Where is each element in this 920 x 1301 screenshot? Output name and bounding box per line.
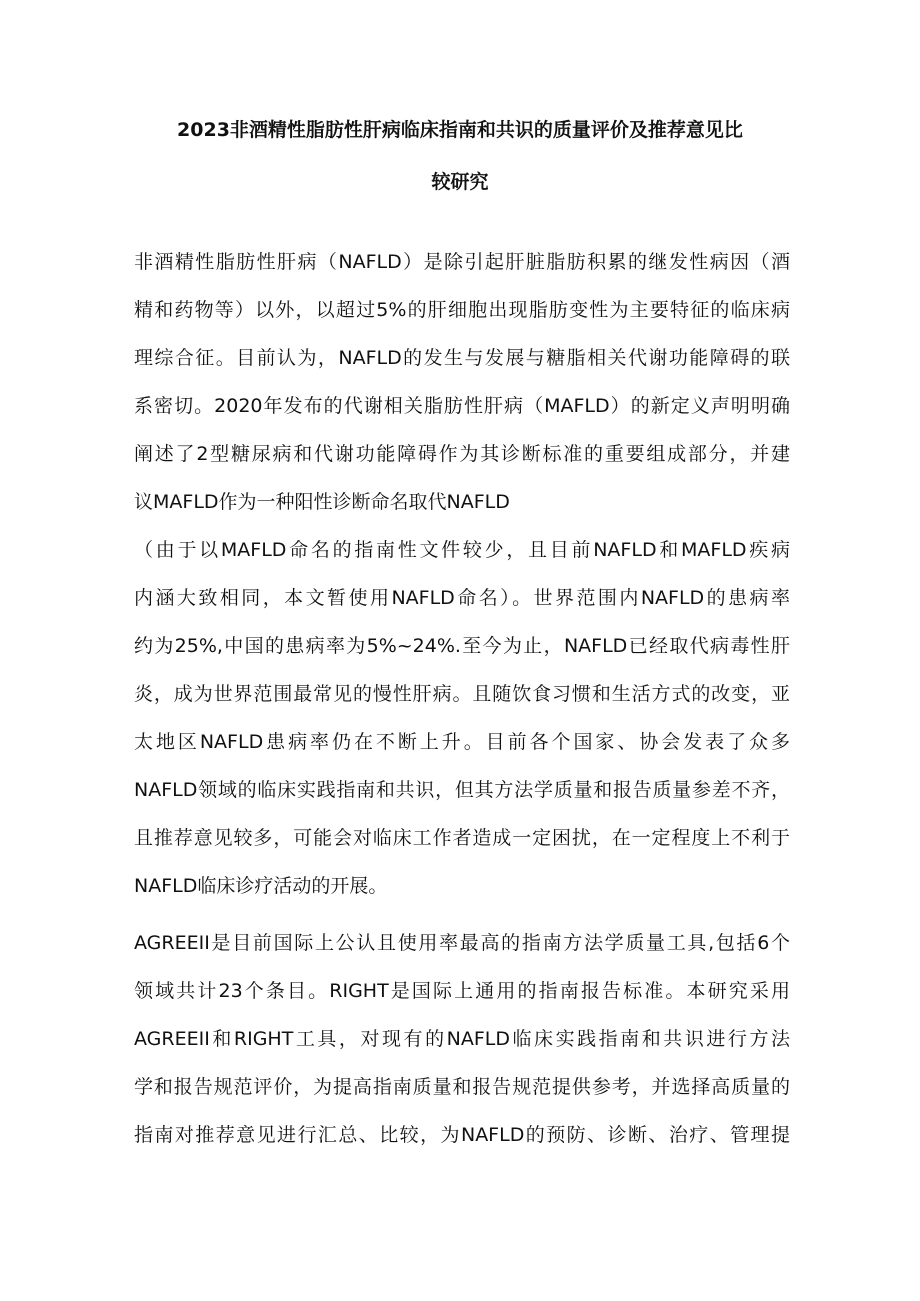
paragraph-1-line: 非酒精性脂肪性肝病（NAFLD）是除引起肝脏脂肪积累的继发性病因（酒 — [134, 251, 790, 273]
document-title-line-2: 较研究 — [431, 171, 489, 193]
paragraph-1-line: NAFLD临床诊疗活动的开展。 — [134, 875, 388, 897]
paragraph-1-line: 精和药物等）以外，以超过5%的肝细胞出现脂肪变性为主要特征的临床病 — [134, 299, 790, 321]
document-title-line-1: 2023非酒精性脂肪性肝病临床指南和共识的质量评价及推荐意见比 — [177, 119, 743, 141]
paragraph-1-line: （由于以MAFLD命名的指南性文件较少，且目前NAFLD和MAFLD疾病 — [134, 539, 790, 561]
paragraph-1-line: NAFLD领域的临床实践指南和共识，但其方法学质量和报告质量参差不齐， — [134, 779, 790, 801]
paragraph-1-line: 议MAFLD作为一种阳性诊断命名取代NAFLD — [134, 491, 510, 513]
paragraph-1-line: 太地区NAFLD患病率仍在不断上升。目前各个国家、协会发表了众多 — [134, 731, 790, 753]
paragraph-1-line: 炎，成为世界范围最常见的慢性肝病。且随饮食习惯和生活方式的改变，亚 — [134, 683, 790, 705]
paragraph-2-line: 学和报告规范评价，为提高指南质量和报告规范提供参考，并选择高质量的 — [134, 1076, 790, 1098]
paragraph-1-line: 且推荐意见较多，可能会对临床工作者造成一定困扰，在一定程度上不利于 — [134, 827, 790, 849]
paragraph-1-line: 约为25%,中国的患病率为5%~24%.至今为止，NAFLD已经取代病毒性肝 — [134, 635, 790, 657]
paragraph-2-line: 领域共计23个条目。RIGHT是国际上通用的指南报告标准。本研究采用 — [134, 980, 790, 1002]
paragraph-1-line: 内涵大致相同，本文暂使用NAFLD命名）。世界范围内NAFLD的患病率 — [134, 587, 790, 609]
paragraph-1-line: 阐述了2型糖尿病和代谢功能障碍作为其诊断标准的重要组成部分，并建 — [134, 443, 790, 465]
paragraph-1-line: 系密切。2020年发布的代谢相关脂肪性肝病（MAFLD）的新定义声明明确 — [134, 395, 790, 417]
paragraph-2-line: AGREEII是目前国际上公认且使用率最高的指南方法学质量工具,包括6个 — [134, 932, 790, 954]
paragraph-2-line: 指南对推荐意见进行汇总、比较，为NAFLD的预防、诊断、治疗、管理提 — [134, 1124, 790, 1146]
paragraph-2-line: AGREEII和RIGHT工具，对现有的NAFLD临床实践指南和共识进行方法 — [134, 1028, 790, 1050]
paragraph-1-line: 理综合征。目前认为，NAFLD的发生与发展与糖脂相关代谢功能障碍的联 — [134, 347, 790, 369]
